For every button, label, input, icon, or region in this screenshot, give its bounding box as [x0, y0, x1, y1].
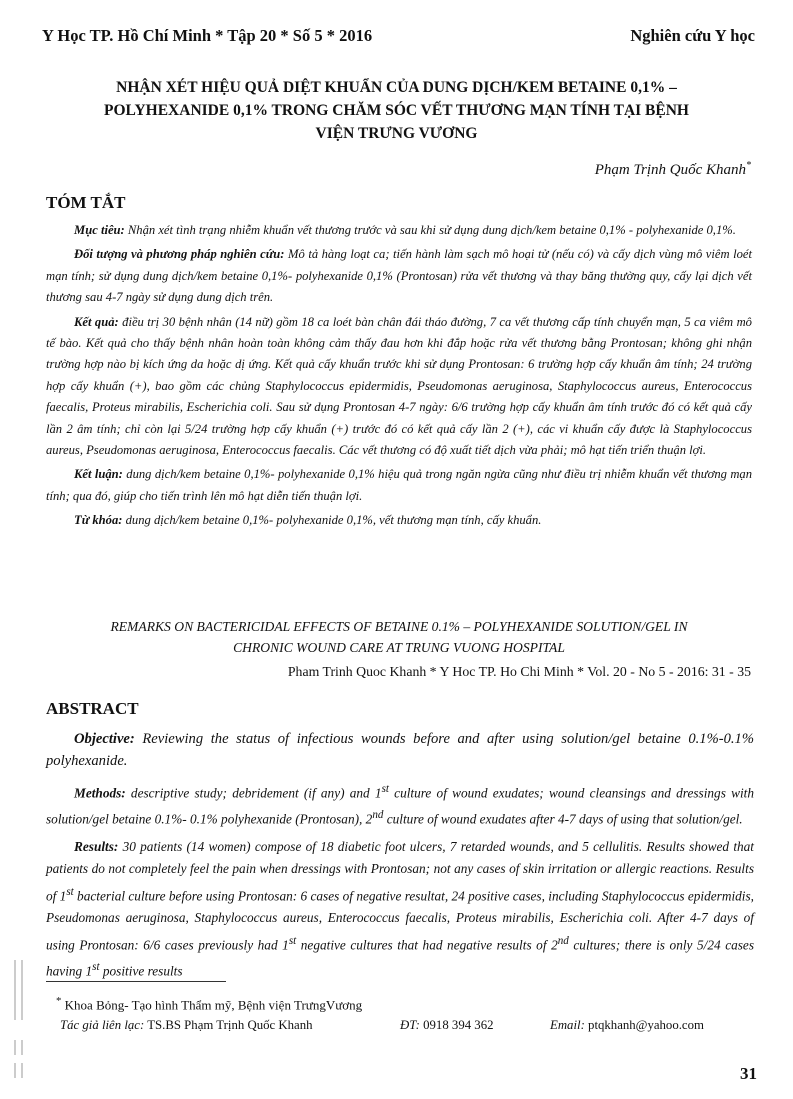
- results-text: điều trị 30 bệnh nhân (14 nữ) gồm 18 ca loét bàn chân đái tháo đường, 7 ca vết thương cấp tính chuyển mạn, 5 ca viêm mô tế bào. Kết quả cho thấy bệnh nhân hoàn toàn không cảm thấy đau hơn khi đắp hoặc rửa vết thương bằng Prontosan; không ghi nhận trường hợp nào bị kích ứng da hoặc dị ứng. Kết quả cấy khuẩn trước khi sử dụng Prontosan: 6 trường hợp cấy khuẩn âm tính; 24 trường hợp cấy khuẩn (+), bao gồm các chủng Staphylococcus epidermidis, Pseudomonas aeruginosa, Staphylococcus aureus, Enterococcus faecalis, Proteus mirabilis, Escherichia coli. Sau sử dụng Prontosan 4-7 ngày: 6/6 trường hợp cấy khuẩn âm tính trước đó có kết quả cấy lần 2 âm tính; chỉ còn lại 5/24 trường hợp cấy khuẩn (+) trước đó có kết quả cấy lần 2 (+), các vi khuẩn cấy được là Staphylococcus aureus, Pseudomonas aeruginosa, Enterococcus faecalis. Các vết thương có độ xuất tiết dịch vừa phải; mô hạt tiến triển thuận lợi.: [46, 314, 752, 458]
- author-name: Phạm Trịnh Quốc Khanh: [594, 162, 746, 178]
- summary-vn: [46, 220, 752, 535]
- summary-heading: TÓM TẮT: [46, 193, 126, 212]
- results-text-en: negative cultures that had negative results of 2: [296, 937, 558, 953]
- objective-text: Nhận xét tình trạng nhiễm khuẩn vết thương trước và sau khi sử dụng dung dịch/kem betaine 0,1% - polyhexanide 0,1%.: [124, 223, 736, 237]
- keywords-label: Từ khóa:: [74, 513, 123, 528]
- summary-results: [46, 312, 752, 462]
- summary-methods: [46, 244, 752, 308]
- abstract-methods: [46, 778, 754, 831]
- results-label-en: Results:: [74, 839, 119, 855]
- summary-keywords: [46, 510, 752, 531]
- article-title: [60, 76, 733, 145]
- methods-text: Mô tả hàng loạt ca; tiến hành làm sạch mô hoại tử (nếu có) và cấy dịch vùng mô viêm loét mạn tính; sử dụng dung dịch/kem betaine 0,1%- polyhexanide 0,1% (Prontosan) rửa vết thương và thay băng thường quy, cấy lại dịch vết thương sau 4-7 ngày sử dụng dung dịch trên.: [46, 247, 752, 305]
- footnote-affiliation: [56, 995, 362, 1013]
- affiliation-text: Khoa Bỏng- Tạo hình Thẩm mỹ, Bệnh viện TrưngVương: [61, 997, 363, 1013]
- abstract-results: [46, 836, 754, 983]
- methods-text-en: culture of wound exudates; wound cleansings and dressings with solution/gel betaine 0.1%- 0.1% polyhexanide (Prontosan), 2: [46, 785, 754, 827]
- affiliation-mark: *: [56, 995, 62, 1007]
- scan-edge-marks: [12, 960, 26, 1080]
- methods-label-en: Methods:: [74, 785, 126, 801]
- ordinal-sup: st: [381, 782, 389, 795]
- ordinal-sup: st: [66, 885, 74, 898]
- methods-text-en: descriptive study; debridement (if any) and 1: [125, 785, 382, 801]
- ordinal-sup: st: [92, 961, 100, 974]
- ordinal-sup: nd: [557, 934, 569, 947]
- results-text-en: bacterial culture before using Prontosan: 6 cases of negative resultat, 24 positive cases, including Staphylococcus epidermidis, Pseudomonas aeruginosa, Staphylococcus aureus, Enterococcus faecalis, Proteus mirabilis, Escherichia coli. After 4-7 days of using Prontosan: 6/6 cases previously had 1: [46, 888, 754, 953]
- phone-number: 0918 394 362: [419, 1018, 494, 1032]
- contact-email: [550, 1018, 704, 1033]
- ordinal-sup: nd: [372, 809, 384, 822]
- objective-label-en: Objective:: [74, 731, 135, 747]
- methods-label: Đối tượng và phương pháp nghiên cứu:: [74, 247, 285, 262]
- english-title: [46, 616, 752, 658]
- title-line: NHẬN XÉT HIỆU QUẢ DIỆT KHUẨN CỦA DUNG DỊCH/KEM BETAINE 0,1% –: [116, 79, 677, 96]
- title-line: POLYHEXANIDE 0,1% TRONG CHĂM SÓC VẾT THƯƠNG MẠN TÍNH TẠI BỆNH: [104, 102, 689, 119]
- objective-text-en: Reviewing the status of infectious wounds before and after using solution/gel betaine 0.1%-0.1% polyhexanide.: [46, 731, 754, 770]
- summary-conclusion: [46, 464, 752, 507]
- abstract-heading: ABSTRACT: [46, 699, 139, 718]
- footnote-contact: [60, 1018, 740, 1033]
- keywords-text: dung dịch/kem betaine 0,1%- polyhexanide 0,1%, vết thương mạn tính, cấy khuẩn.: [122, 513, 542, 528]
- ordinal-sup: st: [288, 934, 297, 947]
- abstract-en: [46, 728, 754, 988]
- methods-text-en: culture of wound exudates after 4-7 days of using that solution/gel.: [383, 811, 743, 827]
- contact-name: TS.BS Phạm Trịnh Quốc Khanh: [144, 1018, 313, 1032]
- summary-objective: [46, 220, 752, 241]
- results-text-en: cultures; there is only 5/24 cases having 1: [46, 937, 755, 979]
- results-text-en: 30 patients (14 women) compose of 18 diabetic foot ulcers, 7 retarded wounds, and 5 cellulitis. Results showed that patients do not completely feel the pain when dressings with Prontosan; not any cases of skin irritation or allergic reactions. Results of 1: [46, 839, 754, 904]
- email-label: Email:: [550, 1018, 585, 1032]
- contact-phone: [400, 1018, 494, 1033]
- running-header-section: Nghiên cứu Y học: [630, 26, 755, 45]
- running-header-journal: Y Học TP. Hồ Chí Minh * Tập 20 * Số 5 * 2016: [42, 26, 373, 45]
- page-number: 31: [740, 1064, 757, 1083]
- english-title-line: CHRONIC WOUND CARE AT TRUNG VUONG HOSPITAL: [233, 640, 565, 655]
- footnote-divider: [46, 981, 226, 982]
- contact-label: Tác giả liên lạc:: [60, 1018, 145, 1032]
- english-title-line: REMARKS ON BACTERICIDAL EFFECTS OF BETAINE 0.1% – POLYHEXANIDE SOLUTION/GEL IN: [110, 619, 688, 634]
- results-text-en: positive results: [99, 963, 183, 979]
- email-address: ptqkhanh@yahoo.com: [584, 1018, 704, 1032]
- abstract-objective: [46, 728, 754, 773]
- title-line: VIỆN TRƯNG VƯƠNG: [315, 125, 478, 142]
- results-label: Kết quả:: [74, 314, 119, 329]
- conclusion-label: Kết luận:: [74, 467, 123, 482]
- objective-label: Mục tiêu:: [74, 223, 125, 237]
- phone-label: ĐT:: [400, 1018, 420, 1032]
- author-line: [595, 160, 751, 179]
- author-mark: *: [746, 160, 751, 171]
- citation: Pham Trinh Quoc Khanh * Y Hoc TP. Ho Chi Minh * Vol. 20 - No 5 - 2016: 31 - 35: [287, 664, 751, 679]
- conclusion-text: dung dịch/kem betaine 0,1%- polyhexanide 0,1% hiệu quả trong ngăn ngừa cũng như điều trị nhiễm khuẩn vết thương mạn tính; qua đó, giúp cho tiến trình lên mô hạt diễn tiến thuận lợi.: [46, 467, 753, 503]
